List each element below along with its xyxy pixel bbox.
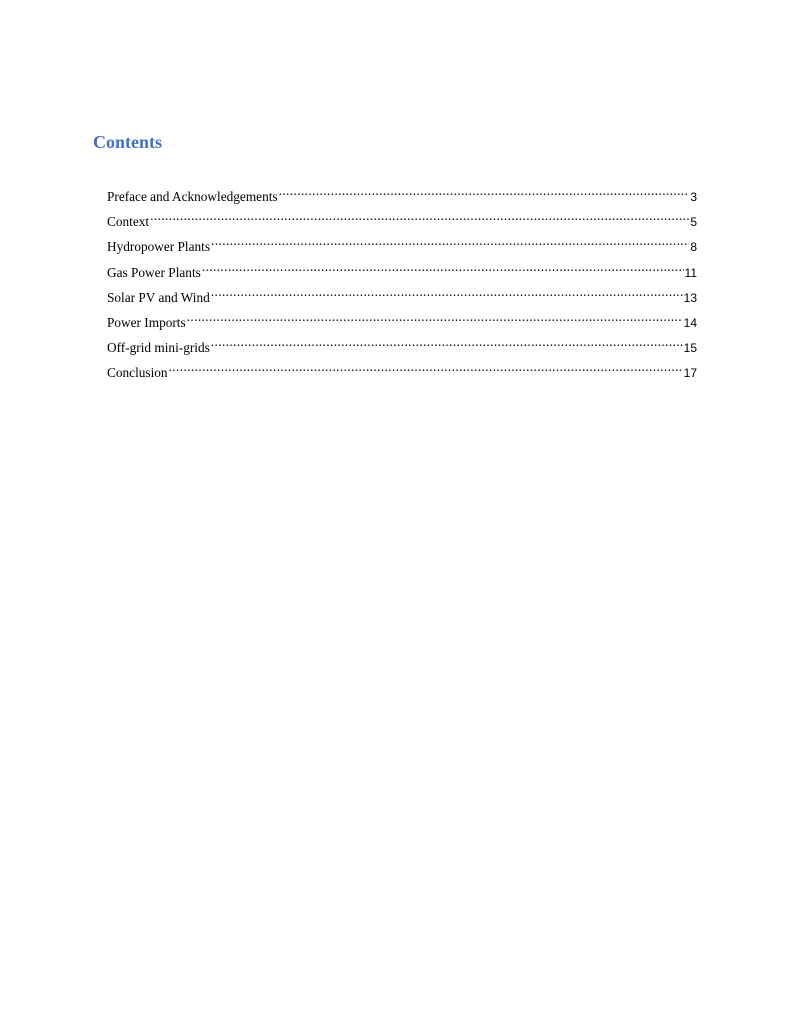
toc-entry-title: Power Imports [107, 314, 186, 330]
toc-entry-page: 14 [683, 315, 697, 330]
toc-entry-page: 13 [683, 290, 697, 305]
dot-leader [150, 206, 689, 226]
toc-entry-title: Context [107, 214, 150, 230]
toc-entry-page: 11 [684, 265, 697, 280]
dot-leader [187, 307, 683, 327]
toc-entry-mini-grids[interactable] [107, 332, 697, 357]
toc-entry-title: Off-grid mini-grids [107, 340, 210, 356]
dot-leader [211, 282, 683, 302]
toc-entry-conclusion[interactable] [107, 357, 697, 382]
toc-entry-title: Preface and Acknowledgements [107, 189, 278, 204]
dot-leader [169, 357, 683, 377]
toc-entry-gas-power[interactable] [107, 257, 697, 282]
toc-entry-hydropower[interactable] [107, 231, 697, 256]
toc-entry-page: 17 [683, 366, 697, 381]
dot-leader [211, 231, 689, 251]
toc-entry-power-imports[interactable] [107, 307, 697, 332]
toc-entry-page: 5 [690, 215, 697, 230]
dot-leader [279, 181, 690, 201]
toc-entry-title: Solar PV and Wind [107, 289, 210, 305]
table-of-contents [107, 181, 697, 383]
dot-leader [202, 257, 684, 277]
toc-entry-page: 8 [690, 240, 697, 255]
toc-entry-page: 15 [683, 341, 697, 356]
toc-heading: Contents [93, 132, 163, 152]
toc-entry-title: Conclusion [107, 365, 168, 381]
dot-leader [211, 332, 683, 352]
toc-entry-solar-wind[interactable] [107, 282, 697, 307]
toc-entry-page: 3 [690, 190, 697, 204]
toc-entry-preface[interactable] [107, 181, 697, 206]
toc-entry-context[interactable] [107, 206, 697, 231]
toc-entry-title: Hydropower Plants [107, 239, 211, 255]
toc-entry-title: Gas Power Plants [107, 264, 201, 280]
